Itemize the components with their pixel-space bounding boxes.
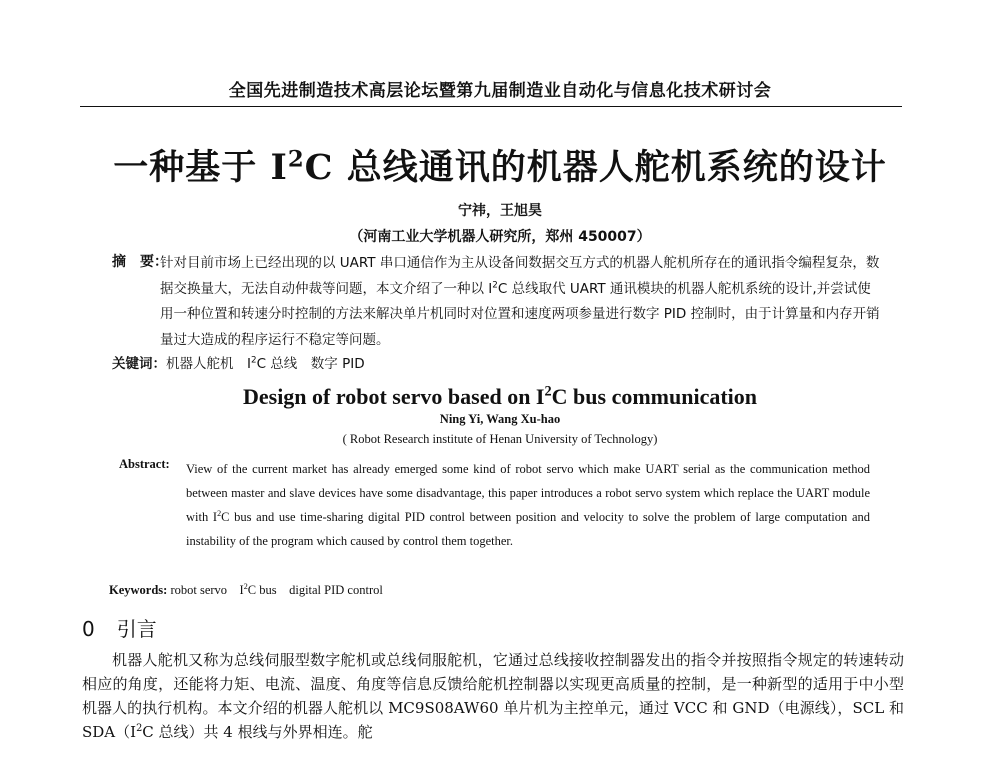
section-title: 引言 [116,617,157,641]
en-keywords-label: Keywords: [109,583,168,597]
en-abstract-label: Abstract: [119,457,170,471]
paper-title: 一种基于 $I^2C$ 总线通讯的机器人舵机系统的设计 [113,146,887,188]
en-keywords: Keywords: robot servo $I^2C$ bus digital PID control [109,581,383,597]
cn-abstract-text: 针对目前市场上已经出现的以 UART 串口通信作为主从设备间数据交互方式的机器人舵机所存在的通讯指令编程复杂，数据交换量大，无法自动仲裁等问题，本文介绍了一种以 $I^2C$ 总线取代 UART 通讯模块的机器人舵机系统的设计,并尝试使用一种位置和转速分时控制的方法来解决单片机同时对位置和速度两项参量进行数字 PID 控制时，由于计算量和内存开销量过大造成的程序运行不稳定等问题。 [160,255,880,348]
en-title: Design of robot servo based on $I^2C$ bus communication [242,383,758,409]
cn-keywords-label: 关键词： [112,356,166,372]
en-abstract-text: View of the current market has already emerged some kind of robot servo which make UART serial as the communication method between master and slave devices have some disadvantage, this paper introduces a robot servo system which replace the UART module with $I^2C$ bus and use time-sharing digital PID control between position and velocity to solve the problem of large computation and instability of the program which caused by control them together. [186,462,870,548]
intro-paragraph: 机器人舵机又称为总线伺服型数字舵机或总线伺服舵机，它通过总线接收控制器发出的指令并按照指令规定的转速转动相应的角度，还能将力矩、电流、温度、角度等信息反馈给舵机控制器以实现更高质量的控制，是一种新型的适用于中小型机器人的执行机构。本文介绍的机器人舵机以 MC9S08AW60 单片机为主控单元，通过 VCC 和 GND（电源线），SCL 和 $SDA(I^2C$ 总线）共 4 根线与外界相连。舵 [82,651,904,741]
affiliation: （河南工业大学机器人研究所，郑州 450007） [349,229,651,245]
cn-abstract-label: 摘 要： [112,254,168,270]
section-number: 0 [82,617,95,641]
en-affiliation: ( Robot Research institute of Henan University of Technology) [342,432,658,446]
cn-keywords: 关键词：机器人舵机 $I^2C$ 总线 数字 PID [112,355,365,372]
conference-header: 全国先进制造技术高层论坛暨第九届制造业自动化与信息化技术研讨会 [228,81,772,101]
header-rule [80,106,902,107]
section-heading [82,613,157,642]
en-authors: Ning Yi, Wang Xu-hao [439,412,561,426]
authors: 宁祎，王旭昊 [458,203,542,219]
